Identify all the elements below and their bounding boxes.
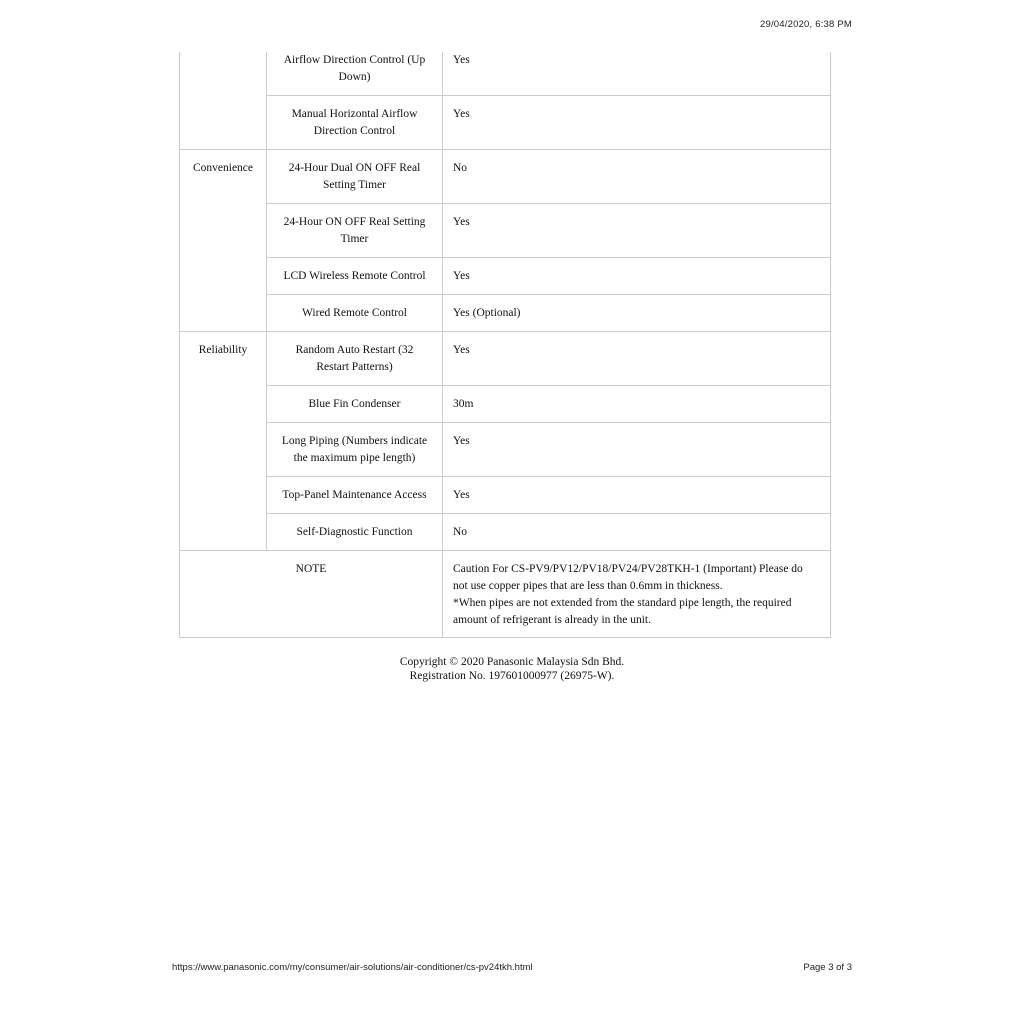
feature-cell: 24-Hour ON OFF Real Setting Timer <box>267 204 443 258</box>
value-cell: Yes <box>443 332 831 386</box>
value-cell: Yes <box>443 96 831 150</box>
registration-text: Registration No. 197601000977 (26975-W). <box>409 670 615 682</box>
feature-cell: 24-Hour Dual ON OFF Real Setting Timer <box>267 150 443 204</box>
feature-cell: Airflow Direction Control (Up Down) <box>267 52 443 96</box>
table-row <box>180 52 831 96</box>
print-datetime: 29/04/2020, 6:38 PM <box>759 19 852 30</box>
table-row <box>180 295 831 332</box>
table-row <box>180 96 831 150</box>
feature-cell: Blue Fin Condenser <box>267 386 443 423</box>
feature-cell: Random Auto Restart (32 Restart Patterns) <box>267 332 443 386</box>
spec-table <box>179 52 831 638</box>
table-row <box>180 258 831 295</box>
feature-cell: Top-Panel Maintenance Access <box>267 477 443 514</box>
note-caution-text: Caution For CS-PV9/PV12/PV18/PV24/PV28TKH-1 (Important) Please do not use copper pipes that are less than 0.6mm in thickness. <box>453 563 803 592</box>
table-row <box>180 332 831 386</box>
value-cell: Yes <box>443 477 831 514</box>
category-cell-airflow <box>180 52 267 150</box>
table-row <box>180 514 831 551</box>
note-text-cell <box>443 551 831 638</box>
value-cell: No <box>443 150 831 204</box>
page-url: https://www.panasonic.com/my/consumer/air-solutions/air-conditioner/cs-pv24tkh.html <box>172 962 533 973</box>
value-cell: No <box>443 514 831 551</box>
feature-cell: Long Piping (Numbers indicate the maximum pipe length) <box>267 423 443 477</box>
value-cell: Yes <box>443 52 831 96</box>
note-label-cell: NOTE <box>180 551 443 638</box>
note-refrigerant-text: *When pipes are not extended from the standard pipe length, the required amount of refrigerant is already in the unit. <box>453 597 792 626</box>
table-row <box>180 477 831 514</box>
note-row <box>180 551 831 638</box>
copyright-block <box>0 655 1024 683</box>
value-cell: 30m <box>443 386 831 423</box>
value-cell: Yes <box>443 258 831 295</box>
value-cell: Yes <box>443 204 831 258</box>
table-row <box>180 386 831 423</box>
feature-cell: Self-Diagnostic Function <box>267 514 443 551</box>
feature-cell: Manual Horizontal Airflow Direction Control <box>267 96 443 150</box>
value-cell: Yes <box>443 423 831 477</box>
feature-cell: Wired Remote Control <box>267 295 443 332</box>
table-row <box>180 150 831 204</box>
value-cell: Yes (Optional) <box>443 295 831 332</box>
table-row <box>180 423 831 477</box>
table-row <box>180 204 831 258</box>
category-cell-convenience: Convenience <box>180 150 267 332</box>
category-cell-reliability: Reliability <box>180 332 267 551</box>
feature-cell: LCD Wireless Remote Control <box>267 258 443 295</box>
copyright-text: Copyright © 2020 Panasonic Malaysia Sdn Bhd. <box>399 656 625 668</box>
page-number: Page 3 of 3 <box>803 962 852 973</box>
